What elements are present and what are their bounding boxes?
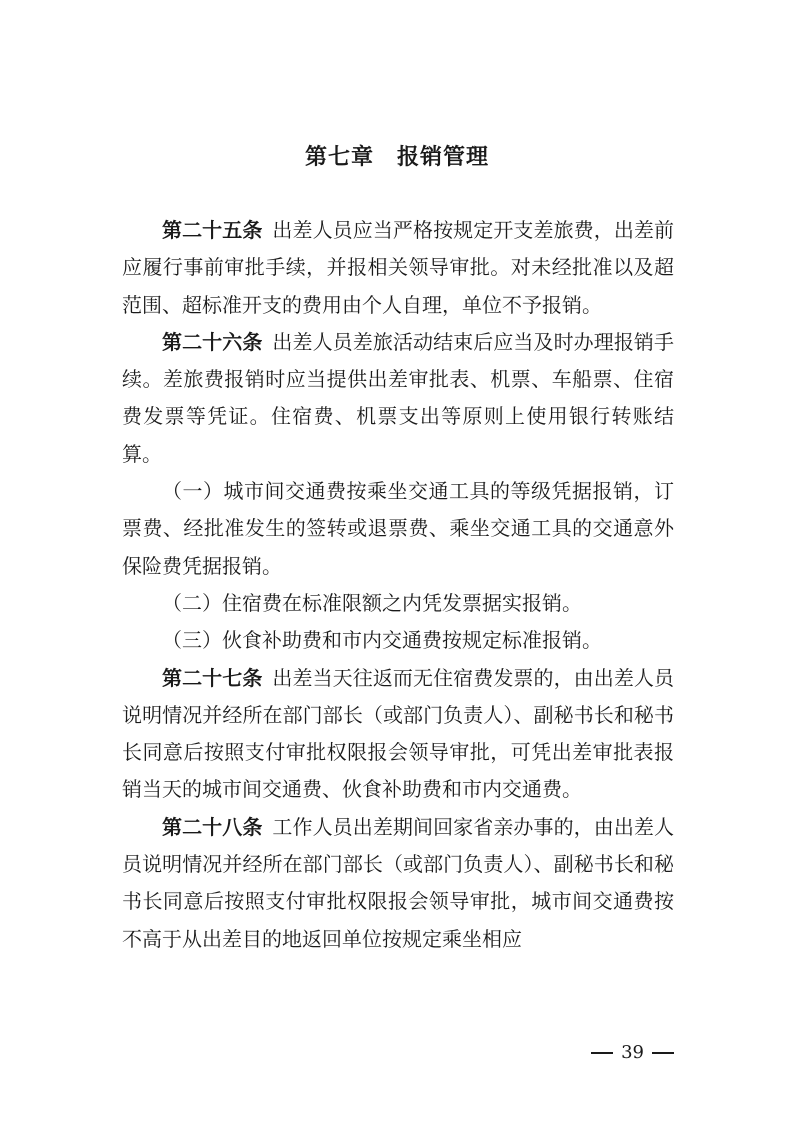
document-body <box>122 212 674 958</box>
dash-left <box>591 1052 613 1054</box>
clause-2: （二）住宿费在标准限额之内凭发票据实报销。 <box>162 590 582 615</box>
article-label: 第二十五条 <box>162 218 263 242</box>
article-text: 出差人员应当严格按规定开支差旅费，出差前应履行事前审批手续，并报相关领导审批。对未经批准以及超范围、超标准开支的费用由个人自理，单位不予报销。 <box>122 218 675 317</box>
article-25 <box>122 212 674 324</box>
article-label: 第二十六条 <box>162 329 263 354</box>
page-number: 39 <box>621 1042 644 1063</box>
article-27 <box>122 660 674 809</box>
article-text: 出差人员差旅活动结束后应当及时办理报销手续。差旅费报销时应当提供出差审批表、机票、车船票、住宿费发票等凭证。住宿费、机票支出等原则上使用银行转账结算。 <box>122 329 675 466</box>
article-label: 第二十八条 <box>162 814 263 839</box>
article-label: 第二十七条 <box>162 665 263 690</box>
dash-right <box>652 1052 674 1054</box>
clause-3: （三）伙食补助费和市内交通费按规定标准报销。 <box>162 628 602 653</box>
article-28 <box>122 809 674 958</box>
page-footer <box>591 1042 674 1063</box>
article-26 <box>122 324 674 473</box>
article-text: 出差当天往返而无住宿费发票的，由出差人员说明情况并经所在部门部长（或部门负责人）、副秘书长和秘书长同意后按照支付审批权限报会领导审批，可凭出差审批表报销当天的城市间交通费、伙食补助费和市内交通费。 <box>122 665 675 802</box>
clause-1: （一）城市间交通费按乘坐交通工具的等级凭据报销，订票费、经批准发生的签转或退票费、乘坐交通工具的交通意外保险费凭据报销。 <box>122 479 674 578</box>
chapter-title: 第七章 报销管理 <box>304 144 489 170</box>
article-text: 工作人员出差期间回家省亲办事的，由出差人员说明情况并经所在部门部长（或部门负责人）、副秘书长和秘书长同意后按照支付审批权限报会领导审批，城市间交通费按不高于从出差目的地返回单位按规定乘坐相应 <box>122 814 675 951</box>
